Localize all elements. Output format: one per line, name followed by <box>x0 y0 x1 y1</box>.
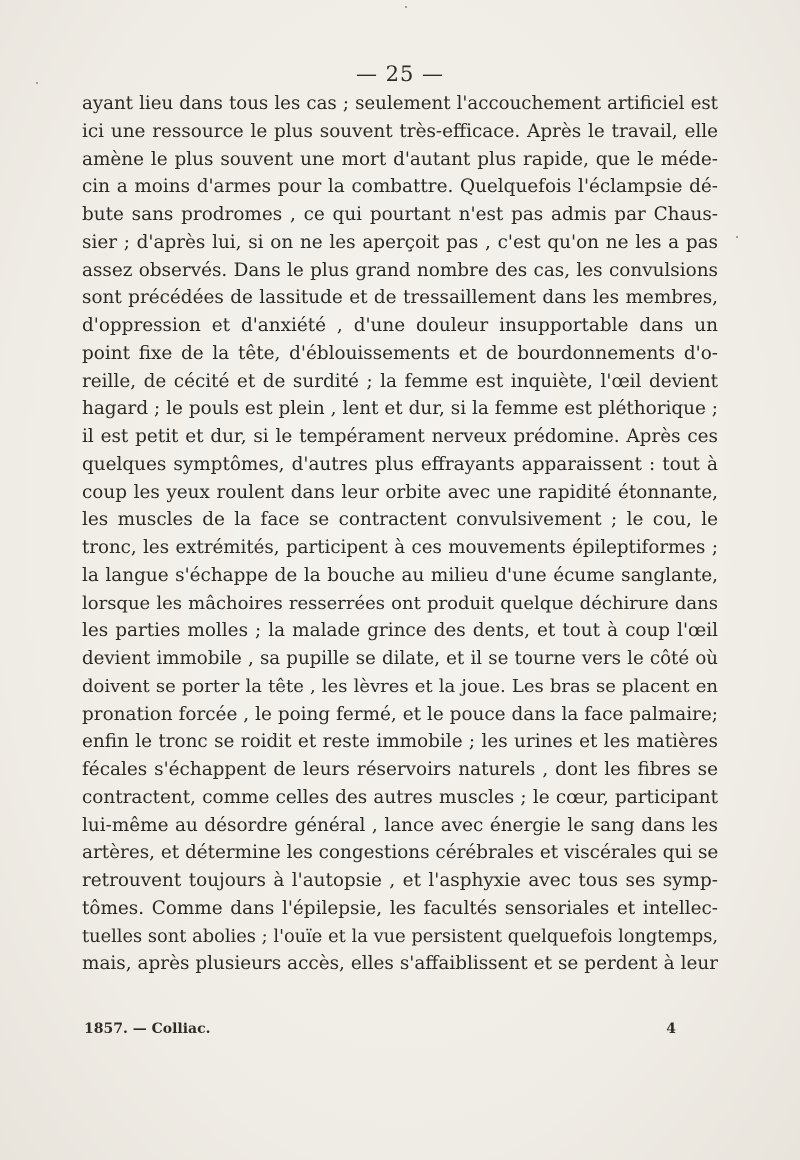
text-line: point fixe de la tête, d'éblouissements et de bourdonnements d'o- <box>82 342 718 364</box>
text-line: doivent se porter la tête , les lèvres et la joue. Les bras se placent en <box>82 675 718 697</box>
text-line: tômes. Comme dans l'épilepsie, les facultés sensoriales et intellec- <box>82 897 718 919</box>
paper-speck <box>36 82 38 84</box>
page-number: — 25 — <box>355 62 445 86</box>
text-line: les parties molles ; la malade grince des dents, et tout à coup l'œil <box>82 620 718 642</box>
text-line: sier ; d'après lui, si on ne les aperçoit pas , c'est qu'on ne les a pas <box>82 231 718 253</box>
text-line: assez observés. Dans le plus grand nombre des cas, les convulsions <box>82 259 718 281</box>
text-line: amène le plus souvent une mort d'autant plus rapide, que le méde- <box>82 148 718 170</box>
text-line: bute sans prodromes , ce qui pourtant n'est pas admis par Chaus- <box>82 204 718 225</box>
text-line: devient immobile , sa pupille se dilate, et il se tourne vers le côté où <box>82 648 718 669</box>
text-line: tronc, les extrémités, participent à ces mouvements épileptiformes ; <box>82 537 718 558</box>
text-line: lui-même au désordre général , lance avec énergie le sang dans les <box>82 814 718 836</box>
text-line: coup les yeux roulent dans leur orbite avec une rapidité étonnante, <box>82 481 718 503</box>
text-line: les muscles de la face se contractent convulsivement ; le cou, le <box>82 509 718 531</box>
text-line: cin a moins d'armes pour la combattre. Quelquefois l'éclampsie dé- <box>82 176 718 198</box>
signature-line <box>82 1021 718 1045</box>
text-line: retrouvent toujours à l'autopsie , et l'asphyxie avec tous ses symp- <box>82 870 718 891</box>
text-line: hagard ; le pouls est plein , lent et dur, si la femme est pléthorique ; <box>82 398 718 420</box>
text-line: artères, et détermine les congestions cérébrales et viscérales qui se <box>82 842 718 864</box>
text-line: ici une ressource le plus souvent très-efficace. Après le travail, elle <box>82 120 718 142</box>
text-line: fécales s'échappent de leurs réservoirs naturels , dont les fibres se <box>82 759 718 780</box>
text-line: mais, après plusieurs accès, elles s'affaiblissent et se perdent à leur <box>82 953 718 975</box>
paper-speck <box>405 6 407 8</box>
paper-speck <box>736 236 738 238</box>
text-line: sont précédées de lassitude et de tressaillement dans les membres, <box>82 287 718 309</box>
text-line: enfin le tronc se roidit et reste immobile ; les urines et les matières <box>82 731 718 753</box>
text-line: il est petit et dur, si le tempérament nerveux prédomine. Après ces <box>82 426 718 447</box>
signature-mark: 4 <box>666 1021 676 1037</box>
text-line: d'oppression et d'anxiété , d'une douleur insupportable dans un <box>82 315 718 336</box>
text-line: lorsque les mâchoires resserrées ont produit quelque déchirure dans <box>82 592 718 614</box>
text-line: ayant lieu dans tous les cas ; seulement l'accouchement artificiel est <box>82 93 718 114</box>
text-line: reille, de cécité et de surdité ; la femme est inquiète, l'œil devient <box>82 370 718 392</box>
body-text <box>82 90 718 978</box>
text-line: contractent, comme celles des autres muscles ; le cœur, participant <box>82 786 718 808</box>
text-line: quelques symptômes, d'autres plus effrayants apparaissent : tout à <box>82 453 718 475</box>
text-line: tuelles sont abolies ; l'ouïe et la vue persistent quelquefois longtemps, <box>82 925 718 947</box>
signature-label: 1857. — Colliac. <box>84 1021 211 1037</box>
text-line: la langue s'échappe de la bouche au milieu d'une écume sanglante, <box>82 564 718 586</box>
text-line: pronation forcée , le poing fermé, et le pouce dans la face palmaire; <box>82 703 718 725</box>
